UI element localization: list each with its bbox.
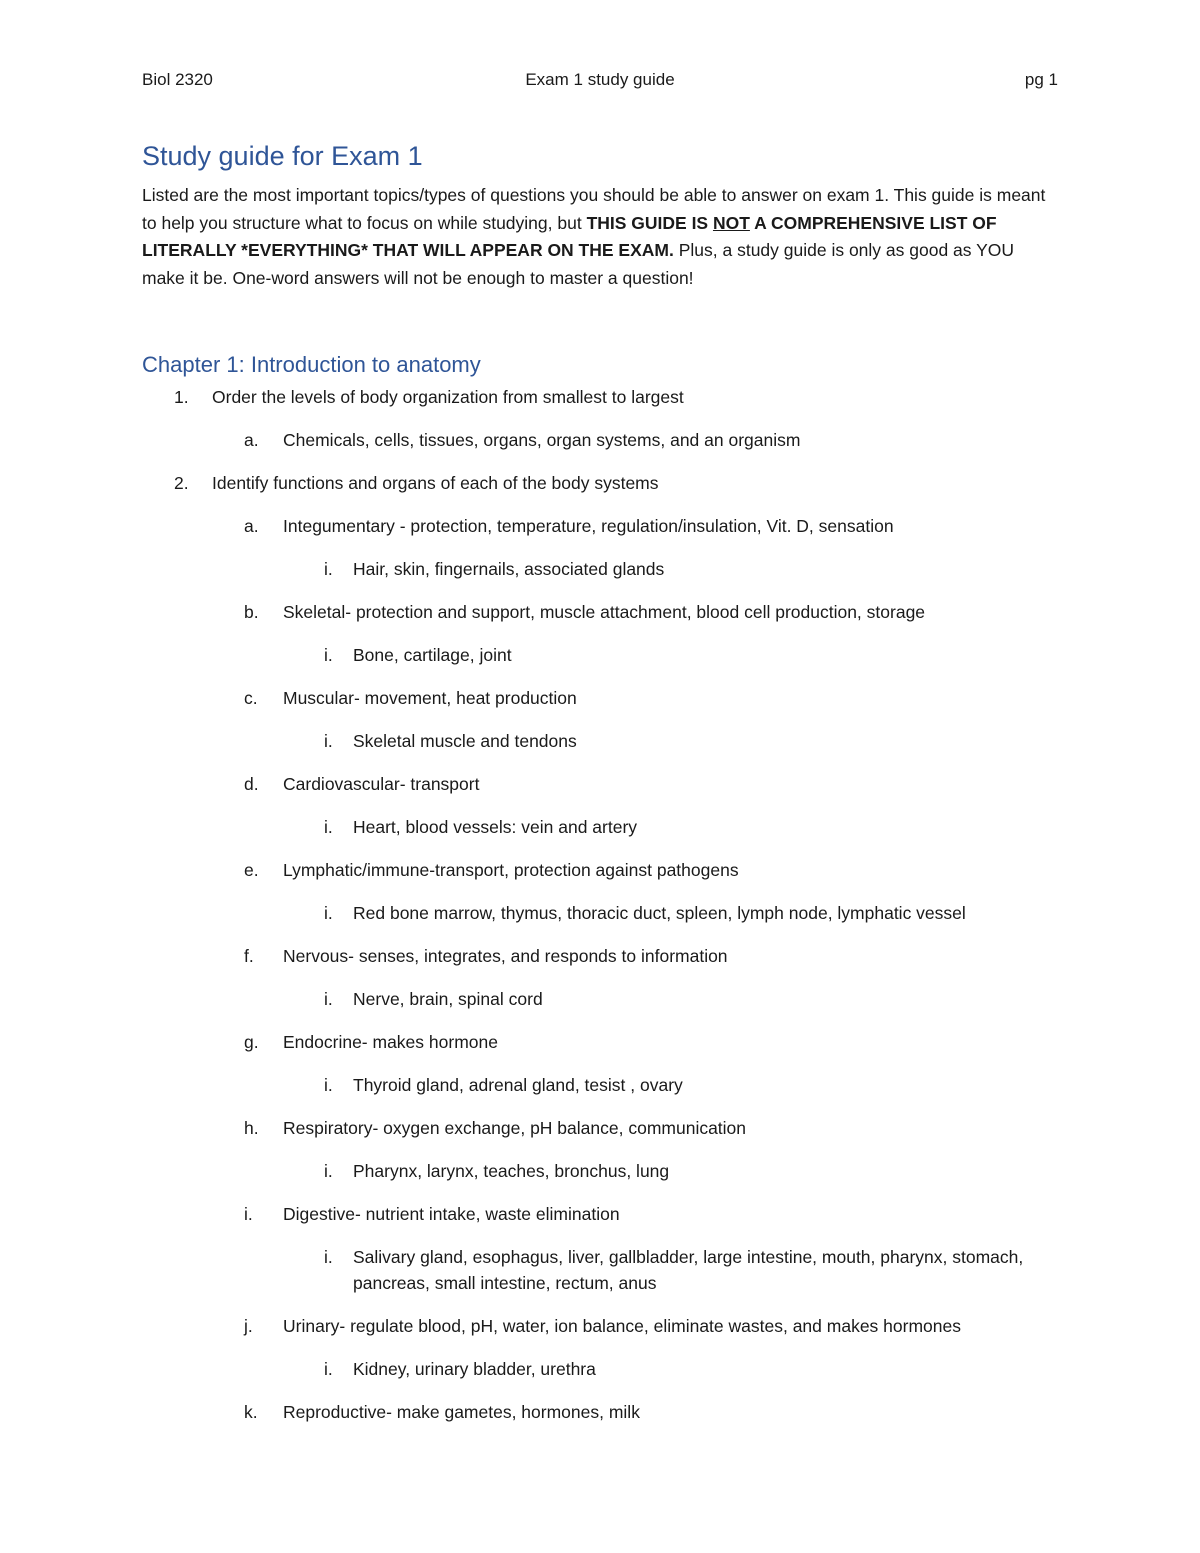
example-list: [283, 642, 1058, 668]
answer-item: [212, 943, 1058, 1012]
example-text: Skeletal muscle and tendons: [353, 731, 577, 751]
answer-item: [212, 1201, 1058, 1296]
example-list: [283, 1158, 1058, 1184]
answer-item: [212, 1115, 1058, 1184]
example-item: [283, 900, 1058, 926]
example-marker: i.: [324, 989, 333, 1009]
answer-item: [212, 685, 1058, 754]
answer-marker: g.: [244, 1032, 259, 1052]
example-item: [283, 986, 1058, 1012]
example-marker: i.: [324, 1247, 333, 1267]
intro-text-1: Listed are the most important topics/types of questions you should be able to answer on exam 1. This guide is meant to help you structure what to focus on while studying, but: [142, 185, 1046, 233]
question-list: [142, 384, 1058, 1425]
example-text: Bone, cartilage, joint: [353, 645, 512, 665]
answer-marker: j.: [244, 1316, 253, 1336]
answer-item: [212, 857, 1058, 926]
example-marker: i.: [324, 903, 333, 923]
example-list: [283, 728, 1058, 754]
example-text: Thyroid gland, adrenal gland, tesist , ovary: [353, 1075, 683, 1095]
answer-text: Digestive- nutrient intake, waste elimination: [283, 1204, 620, 1224]
question-number: 2.: [174, 473, 189, 493]
answer-marker: i.: [244, 1204, 253, 1224]
answer-text: Muscular- movement, heat production: [283, 688, 577, 708]
chapter-heading: Chapter 1: Introduction to anatomy: [142, 352, 481, 377]
answer-marker: a.: [244, 430, 259, 450]
example-item: [283, 1158, 1058, 1184]
example-text: Salivary gland, esophagus, liver, gallbladder, large intestine, mouth, pharynx, stomach, pancreas, small intestine, rectum, anus: [353, 1247, 1024, 1293]
intro-bold-1: THIS GUIDE IS: [586, 212, 713, 233]
answer-text: Cardiovascular- transport: [283, 774, 480, 794]
answer-text: Respiratory- oxygen exchange, pH balance, communication: [283, 1118, 747, 1138]
answer-item: [212, 599, 1058, 668]
answer-marker: d.: [244, 774, 259, 794]
example-item: [283, 556, 1058, 582]
question-text: Order the levels of body organization from smallest to largest: [212, 387, 684, 407]
document-body: [142, 138, 1058, 1442]
example-text: Pharynx, larynx, teaches, bronchus, lung: [353, 1161, 670, 1181]
answer-item: [212, 1313, 1058, 1382]
example-marker: i.: [324, 645, 333, 665]
answer-marker: f.: [244, 946, 254, 966]
answer-item: [212, 1029, 1058, 1098]
answer-text: Reproductive- make gametes, hormones, milk: [283, 1402, 640, 1422]
question-item: [142, 470, 1058, 1425]
example-marker: i.: [324, 817, 333, 837]
answer-list: [212, 513, 1058, 1425]
answer-marker: b.: [244, 602, 259, 622]
example-marker: i.: [324, 1359, 333, 1379]
page-header: [142, 70, 1058, 92]
answer-marker: h.: [244, 1118, 259, 1138]
example-item: [283, 1356, 1058, 1382]
example-item: [283, 642, 1058, 668]
answer-text: Nervous- senses, integrates, and responds to information: [283, 946, 728, 966]
answer-text: Integumentary - protection, temperature, regulation/insulation, Vit. D, sensation: [283, 516, 894, 536]
example-item: [283, 728, 1058, 754]
intro-bold-2: A COMPREHENSIVE LIST OF LITERALLY *EVERYTHING* THAT WILL APPEAR ON THE EXAM.: [142, 212, 997, 260]
example-marker: i.: [324, 731, 333, 751]
intro-text-2: Plus, a study guide is only as good as YOU make it be. One-word answers will not be enough to master a question!: [142, 240, 1015, 288]
answer-marker: e.: [244, 860, 259, 880]
answer-text: Chemicals, cells, tissues, organs, organ systems, and an organism: [283, 430, 801, 450]
answer-item: [212, 427, 1058, 453]
intro-paragraph: [142, 182, 1058, 292]
example-text: Nerve, brain, spinal cord: [353, 989, 543, 1009]
answer-item: [212, 771, 1058, 840]
example-text: Red bone marrow, thymus, thoracic duct, spleen, lymph node, lymphatic vessel: [353, 903, 966, 923]
answer-marker: a.: [244, 516, 259, 536]
example-item: [283, 1244, 1058, 1296]
page-title: Study guide for Exam 1: [142, 141, 423, 171]
example-item: [283, 1072, 1058, 1098]
example-list: [283, 556, 1058, 582]
answer-text: Skeletal- protection and support, muscle attachment, blood cell production, storage: [283, 602, 926, 622]
header-doc-title: Exam 1 study guide: [525, 70, 675, 89]
example-text: Kidney, urinary bladder, urethra: [353, 1359, 596, 1379]
example-list: [283, 1356, 1058, 1382]
header-page-number: pg 1: [1024, 70, 1058, 89]
example-list: [283, 1244, 1058, 1296]
question-text: Identify functions and organs of each of the body systems: [212, 473, 659, 493]
answer-list: [212, 427, 1058, 453]
example-text: Hair, skin, fingernails, associated glands: [353, 559, 665, 579]
example-list: [283, 986, 1058, 1012]
answer-marker: k.: [244, 1402, 258, 1422]
example-item: [283, 814, 1058, 840]
answer-marker: c.: [244, 688, 258, 708]
question-item: [142, 384, 1058, 453]
example-marker: i.: [324, 559, 333, 579]
question-number: 1.: [174, 387, 189, 407]
intro-bold-underline: NOT: [712, 212, 750, 233]
answer-item: [212, 1399, 1058, 1425]
example-marker: i.: [324, 1075, 333, 1095]
answer-text: Urinary- regulate blood, pH, water, ion balance, eliminate wastes, and makes hormones: [283, 1316, 961, 1336]
example-marker: i.: [324, 1161, 333, 1181]
example-list: [283, 1072, 1058, 1098]
answer-item: [212, 513, 1058, 582]
header-course: Biol 2320: [142, 70, 213, 89]
example-list: [283, 814, 1058, 840]
example-text: Heart, blood vessels: vein and artery: [353, 817, 638, 837]
answer-text: Lymphatic/immune-transport, protection against pathogens: [283, 860, 739, 880]
example-list: [283, 900, 1058, 926]
answer-text: Endocrine- makes hormone: [283, 1032, 498, 1052]
